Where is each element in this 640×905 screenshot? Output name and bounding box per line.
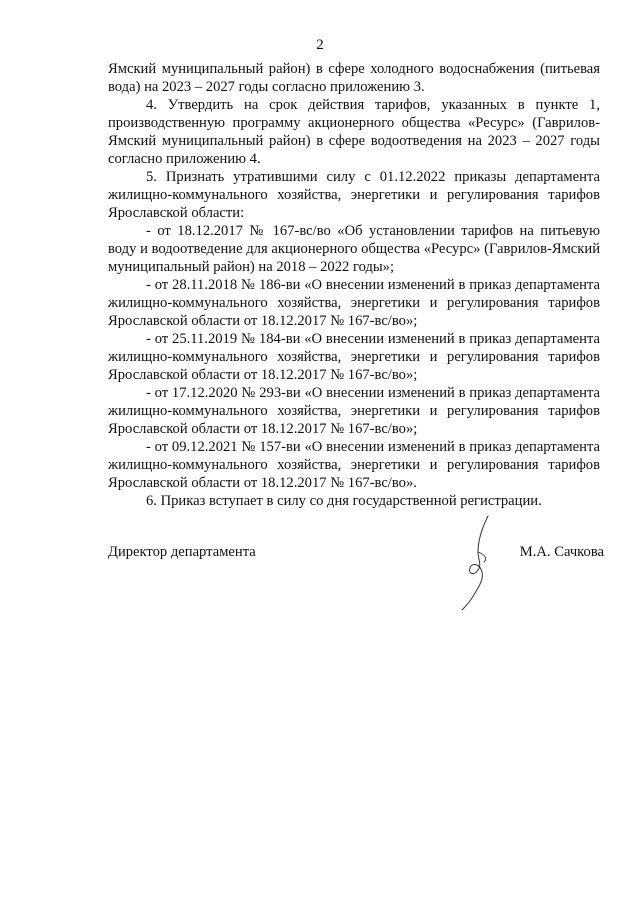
paragraph-item-6: 6. Приказ вступает в силу со дня государственной регистрации. bbox=[146, 493, 542, 509]
signatory-title: Директор департамента bbox=[108, 544, 256, 560]
list-item-order-2020: - от 17.12.2020 № 293-ви «О внесении изменений в приказ департамента жилищно-коммунального хозяйства, энергетики и регулирования тарифов Ярославской области от 18.12.2017 № 167-вс/во»; bbox=[108, 385, 600, 437]
page-number: 2 bbox=[316, 37, 324, 53]
list-item-order-2021: - от 09.12.2021 № 157-ви «О внесении изменений в приказ департамента жилищно-коммунального хозяйства, энергетики и регулирования тарифов Ярославской области от 18.12.2017 № 167-вс/во». bbox=[108, 439, 600, 491]
handwritten-signature-icon bbox=[448, 514, 500, 610]
list-item-order-2018: - от 28.11.2018 № 186-ви «О внесении изменений в приказ департамента жилищно-коммунального хозяйства, энергетики и регулирования тарифов Ярославской области от 18.12.2017 № 167-вс/во»; bbox=[108, 277, 600, 329]
list-item-order-2019: - от 25.11.2019 № 184-ви «О внесении изменений в приказ департамента жилищно-коммунального хозяйства, энергетики и регулирования тарифов Ярославской области от 18.12.2017 № 167-вс/во»; bbox=[108, 331, 600, 383]
paragraph-continuation: Ямский муниципальный район) в сфере холодного водоснабжения (питьевая вода) на 2023 – 2027 годы согласно приложению 3. bbox=[108, 61, 600, 95]
paragraph-item-5: 5. Признать утратившими силу с 01.12.2022 приказы департамента жилищно-коммунального хозяйства, энергетики и регулирования тарифов Ярославской области: bbox=[108, 169, 600, 221]
list-item-order-2017: - от 18.12.2017 № 167-вс/во «Об установлении тарифов на питьевую воду и водоотведение для акционерного общества «Ресурс» (Гаврилов-Ямский муниципальный район) на 2018 – 2022 годы»; bbox=[108, 223, 600, 275]
document-body bbox=[108, 60, 600, 510]
paragraph-item-4: 4. Утвердить на срок действия тарифов, указанных в пункте 1, производственную программу акционерного общества «Ресурс» (Гаврилов-Ямский муниципальный район) в сфере водоотведения на 2023 – 2027 годы согласно приложению 4. bbox=[108, 97, 600, 167]
signatory-name: М.А. Сачкова bbox=[519, 544, 604, 560]
